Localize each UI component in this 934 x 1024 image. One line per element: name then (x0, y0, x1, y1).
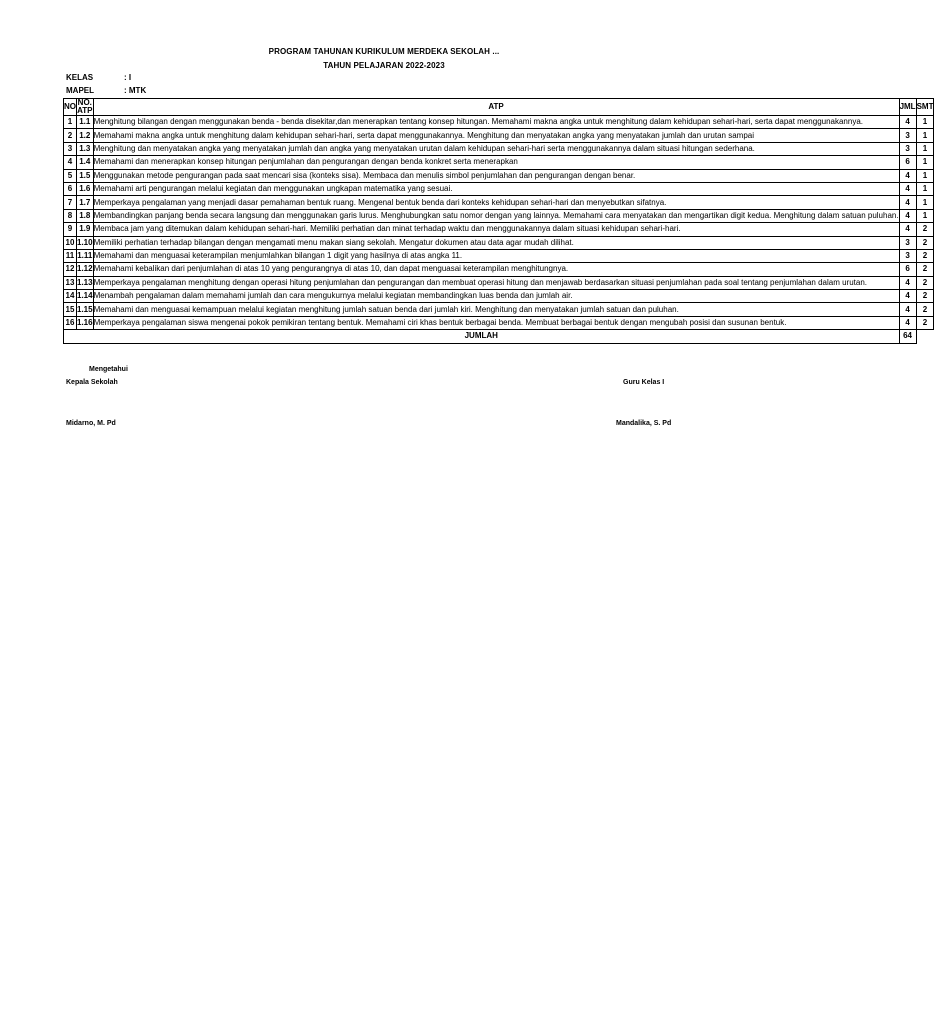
row-smt: 1 (916, 209, 934, 222)
row-smt: 2 (916, 223, 934, 236)
total-row (64, 330, 934, 343)
row-atp-text: Membandingkan panjang benda secara langsung dan menggunakan garis lurus. Menghubungkan satu nomor dengan yang lainnya. Memahami cara menyatakan dan mengartikan digit kedua. Menghitung dalam satuan puluhan. (93, 210, 899, 220)
table-row (64, 249, 934, 262)
row-jml: 4 (899, 223, 916, 236)
row-no-atp: 1.10 (77, 236, 94, 249)
document-subtitle: TAHUN PELAJARAN 2022-2023 (323, 61, 445, 70)
table-row (64, 182, 934, 195)
row-smt: 2 (916, 290, 934, 303)
row-no: 11 (64, 249, 77, 262)
table-row (64, 316, 934, 329)
row-no-atp: 1.5 (77, 169, 94, 182)
row-jml: 6 (899, 263, 916, 276)
row-no: 12 (64, 263, 77, 276)
row-smt: 2 (916, 263, 934, 276)
table-row (64, 303, 934, 316)
table-row (64, 116, 934, 129)
table-row (64, 196, 934, 209)
row-atp (93, 263, 899, 276)
document-title: PROGRAM TAHUNAN KURIKULUM MERDEKA SEKOLAH ... (268, 47, 500, 56)
row-no: 15 (64, 303, 77, 316)
row-jml: 4 (899, 276, 916, 289)
row-atp-text: Menambah pengalaman dalam memahami jumlah dan cara mengukurnya melalui kegiatan membandingkan luas benda dan jumlah air. (93, 291, 573, 301)
row-smt: 2 (916, 236, 934, 249)
row-smt: 1 (916, 182, 934, 195)
row-atp-text: Memperkaya pengalaman menghitung dengan operasi hitung penjumlahan dan pengurangan dan membuat operasi hitung dan menjawab berdasarkan situasi penjumlahan pada soal tentang penjumlahan dalam urutan. (93, 277, 868, 287)
row-no: 13 (64, 276, 77, 289)
mapel-value: : MTK (124, 86, 147, 95)
row-smt: 2 (916, 316, 934, 329)
row-smt: 1 (916, 196, 934, 209)
row-atp (93, 290, 899, 303)
mapel-label: MAPEL (66, 86, 94, 95)
row-no: 1 (64, 116, 77, 129)
table-row (64, 129, 934, 142)
row-no: 4 (64, 156, 77, 169)
row-atp-text: Memahami dan menguasai keterampilan menjumlahkan bilangan 1 digit yang hasilnya di atas angka 11. (93, 251, 463, 261)
header-atp: ATP (93, 99, 899, 116)
table-row (64, 142, 934, 155)
kelas-row (66, 73, 131, 82)
row-atp-text: Memperkaya pengalaman yang menjadi dasar pemahaman bentuk ruang. Mengenal bentuk benda dari konteks kehidupan sehari-hari dan menyebutkan sifatnya. (93, 197, 667, 207)
row-no-atp: 1.4 (77, 156, 94, 169)
row-jml: 4 (899, 316, 916, 329)
kepala-sekolah-label: Kepala Sekolah (66, 379, 118, 386)
mapel-row (66, 86, 146, 95)
row-smt: 1 (916, 156, 934, 169)
row-atp (93, 303, 899, 316)
row-no-atp: 1.12 (77, 263, 94, 276)
row-jml: 3 (899, 236, 916, 249)
row-no: 8 (64, 209, 77, 222)
row-jml: 3 (899, 249, 916, 262)
row-atp (93, 249, 899, 262)
mengetahui-label: Mengetahui (89, 366, 128, 373)
row-smt: 2 (916, 276, 934, 289)
row-no-atp: 1.9 (77, 223, 94, 236)
row-smt: 1 (916, 129, 934, 142)
row-no: 10 (64, 236, 77, 249)
header-no: NO (64, 99, 77, 116)
row-atp-text: Memahami makna angka untuk menghitung dalam kehidupan sehari-hari, serta dapat menggunakannya. Menghitung dan menyatakan angka yang menyatakan jumlah dan urutan sampai (93, 130, 754, 140)
row-atp-text: Memahami dan menguasai kemampuan melalui kegiatan menghitung jumlah satuan benda dari jumlah kiri. Menghitung dan menyatakan jumlah satuan dan puluhan. (93, 304, 679, 314)
row-jml: 4 (899, 290, 916, 303)
table-row (64, 290, 934, 303)
header-no-atp: NO. ATP (77, 98, 93, 115)
kepala-sekolah-name: Midarno, M. Pd (66, 420, 116, 427)
row-smt: 1 (916, 116, 934, 129)
row-atp-text: Menghitung bilangan dengan menggunakan benda - benda disekitar,dan menerapkan tentang konsep hitungan. Memahami makna angka untuk menghitung dalam kehidupan sehari-hari, serta dapat menggunakannya. (93, 117, 864, 127)
row-atp (93, 223, 899, 236)
table-header-row (64, 99, 934, 116)
table-row (64, 223, 934, 236)
row-jml: 4 (899, 116, 916, 129)
table-row (64, 209, 934, 222)
total-label: JUMLAH (64, 330, 900, 343)
row-no-atp: 1.3 (77, 142, 94, 155)
kelas-label: KELAS (66, 73, 94, 82)
row-atp (93, 276, 899, 289)
row-atp (93, 182, 899, 195)
total-value: 64 (899, 330, 916, 343)
header-jml: JML (899, 99, 916, 116)
row-atp (93, 209, 899, 222)
row-no-atp: 1.8 (77, 209, 94, 222)
header-smt: SMT (916, 99, 934, 116)
row-atp (93, 236, 899, 249)
row-no-atp: 1.1 (77, 116, 94, 129)
row-no-atp: 1.6 (77, 182, 94, 195)
table-row (64, 169, 934, 182)
row-atp (93, 142, 899, 155)
row-atp (93, 129, 899, 142)
row-atp-text: Memiliki perhatian terhadap bilangan dengan mengamati menu makan siang sekolah. Mengatur dokumen atau data agar mudah dilihat. (93, 237, 574, 247)
table-row (64, 263, 934, 276)
row-jml: 4 (899, 303, 916, 316)
row-jml: 3 (899, 129, 916, 142)
row-no-atp: 1.7 (77, 196, 94, 209)
row-no-atp: 1.15 (77, 303, 94, 316)
row-no: 16 (64, 316, 77, 329)
table-row (64, 156, 934, 169)
row-smt: 2 (916, 249, 934, 262)
row-no: 5 (64, 169, 77, 182)
guru-kelas-label: Guru Kelas I (623, 379, 665, 386)
row-atp-text: Menggunakan metode pengurangan pada saat mencari sisa (konteks sisa). Membaca dan menulis simbol penjumlahan dan pengurangan dengan benar. (93, 170, 636, 180)
row-no-atp: 1.14 (77, 290, 94, 303)
row-atp (93, 196, 899, 209)
row-atp-text: Memahami dan menerapkan konsep hitungan penjumlahan dan pengurangan dengan benda konkret serta menerapkan (93, 157, 518, 167)
row-jml: 6 (899, 156, 916, 169)
row-atp-text: Membaca jam yang ditemukan dalam kehidupan sehari-hari. Memiliki perhatian dan minat terhadap waktu dan menggunakannya dalam situasi kehidupan sehari-hari. (93, 224, 681, 234)
row-atp (93, 156, 899, 169)
total-empty-cell (916, 330, 934, 343)
row-no: 14 (64, 290, 77, 303)
row-smt: 1 (916, 169, 934, 182)
row-atp (93, 116, 899, 129)
table-row (64, 276, 934, 289)
row-atp-text: Menghitung dan menyatakan angka yang menyatakan jumlah dan angka yang menyatakan urutan dalam kehidupan sehari-hari serta menggunakannya dalam situasi hitungan sederhana. (93, 143, 755, 153)
row-atp (93, 316, 899, 329)
row-jml: 4 (899, 196, 916, 209)
atp-table (63, 98, 934, 344)
row-atp-text: Memperkaya pengalaman siswa mengenai pokok pemikiran tentang bentuk. Memahami ciri khas bentuk berbagai benda. Membuat berbagai bentuk dengan mengubah posisi dan susunan bentuk. (93, 318, 787, 328)
row-no: 3 (64, 142, 77, 155)
kelas-value: : I (124, 73, 132, 82)
row-jml: 4 (899, 182, 916, 195)
row-atp-text: Memahami arti pengurangan melalui kegiatan dan menggunakan ungkapan matematika yang sesuai. (93, 184, 453, 194)
row-no-atp: 1.11 (77, 249, 94, 262)
row-smt: 2 (916, 303, 934, 316)
row-no: 9 (64, 223, 77, 236)
row-atp (93, 169, 899, 182)
row-no-atp: 1.13 (77, 276, 94, 289)
row-no-atp: 1.16 (77, 316, 94, 329)
row-smt: 1 (916, 142, 934, 155)
row-no-atp: 1.2 (77, 129, 94, 142)
row-atp-text: Memahami kebalikan dari penjumlahan di atas 10 yang pengurangnya di atas 10, dan dapat menguasai keterampilan menghitungnya. (93, 264, 569, 274)
row-jml: 3 (899, 142, 916, 155)
table-row (64, 236, 934, 249)
row-no: 7 (64, 196, 77, 209)
guru-kelas-name: Mandalika, S. Pd (616, 420, 672, 427)
row-no: 6 (64, 182, 77, 195)
row-jml: 4 (899, 209, 916, 222)
row-jml: 4 (899, 169, 916, 182)
row-no: 2 (64, 129, 77, 142)
